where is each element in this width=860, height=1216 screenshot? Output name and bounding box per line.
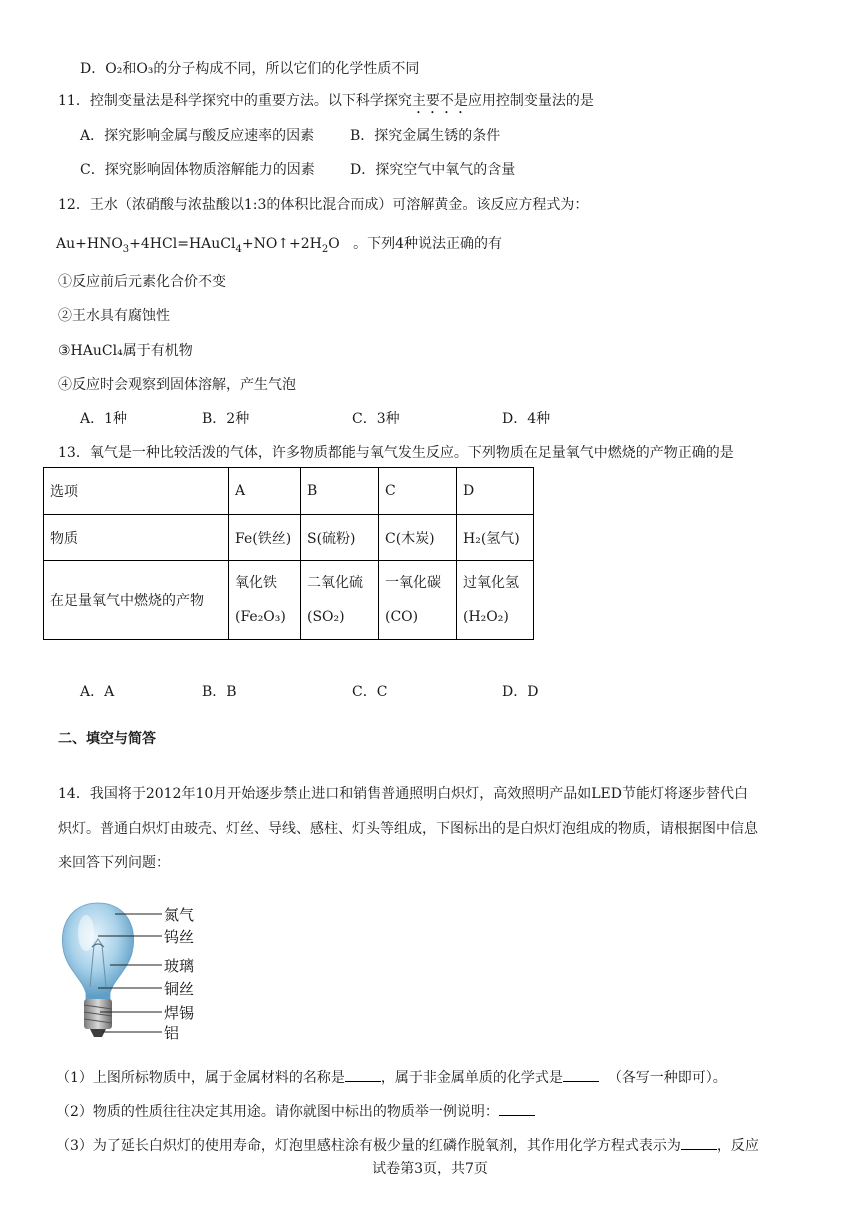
q13-option-a: A．A (80, 684, 115, 700)
q12-option-d: D．4种 (502, 411, 551, 427)
q12-statement-2: ②王水具有腐蚀性 (58, 308, 170, 324)
q11-stem: 11．控制变量法是科学探究中的重要方法。以下科学探究主要不是应用控制变量法的是 (58, 93, 594, 109)
page-footer: 试卷第3页，共7页 (372, 1161, 488, 1177)
table-cell: S(硫粉) (301, 515, 379, 561)
chem-equation: $Au+HNO_3+4HCl=HAuCl_4+NO↑+2H_2O$ (56, 236, 340, 255)
q13-stem: 13．氧气是一种比较活泼的气体，许多物质都能与氧气发生反应。下列物质在足量氧气中燃烧的产物正确的是 (58, 445, 734, 461)
label-aluminum: 铝 (164, 1024, 180, 1042)
table-row (44, 515, 534, 561)
table-cell: Fe(铁丝) (229, 515, 301, 561)
product-name: 二氧化硫 (307, 575, 363, 591)
q14-sub-2: （2）物质的性质往往决定其用途。请你就图中标出的物质举一例说明： (56, 1101, 535, 1122)
table-cell (229, 561, 301, 640)
table-cell: 在足量氧气中燃烧的产物 (44, 561, 229, 640)
q12-statement-4: ④反应时会观察到固体溶解，产生气泡 (58, 377, 296, 393)
table-row (44, 468, 534, 515)
bulb-glass-shape (62, 903, 133, 1001)
table-row (44, 561, 534, 640)
answer-blank[interactable] (563, 1067, 599, 1082)
table-cell: C (379, 468, 457, 515)
table-cell: 选项 (44, 468, 229, 515)
q11-option-d: D．探究空气中氧气的含量 (350, 162, 516, 178)
q12-equation: $Au+HNO_3+4HCl=HAuCl_4+NO↑+2H_2O$ 。下列4种说法正确的有 (56, 236, 503, 255)
q14-paragraph-2: 炽灯。普通白炽灯由玻壳、灯丝、导线、感柱、灯头等组成，下图标出的是白炽灯泡组成的物质，请根据图中信息 (58, 821, 758, 837)
q14-paragraph-3: 来回答下列问题： (58, 855, 170, 871)
q13-option-c: C．C (352, 684, 388, 700)
q13-table (43, 467, 534, 640)
section-title: 二、填空与简答 (58, 731, 156, 747)
q13-option-d: D．D (502, 684, 539, 700)
product-formula: (SO₂) (307, 609, 345, 625)
table-cell (379, 561, 457, 640)
q12-option-b: B．2种 (202, 411, 250, 427)
light-bulb-figure (58, 895, 218, 1055)
q12-stem: 12．王水（浓硝酸与浓盐酸以1:3的体积比混合而成）可溶解黄金。该反应方程式为： (58, 197, 589, 213)
label-copper: 铜丝 (164, 980, 195, 998)
q14-sub-1: （1）上图所标物质中，属于金属材料的名称是 ，属于非金属单质的化学式是 （各写一种即可）。 (56, 1067, 727, 1088)
product-formula: (H₂O₂) (463, 609, 509, 625)
answer-blank[interactable] (345, 1067, 381, 1082)
table-cell: 物质 (44, 515, 229, 561)
q10-option-d: D．O₂和O₃的分子构成不同，所以它们的化学性质不同 (80, 61, 420, 77)
label-glass: 玻璃 (164, 957, 195, 975)
answer-blank[interactable] (499, 1101, 535, 1116)
q11-emphasis: 主要不是 (411, 93, 468, 109)
q11-option-a: A．探究影响金属与酸反应速率的因素 (80, 128, 315, 144)
table-cell: B (301, 468, 379, 515)
q12-statement-1: ①反应前后元素化合价不变 (58, 274, 226, 290)
q11-option-c: C．探究影响固体物质溶解能力的因素 (80, 162, 315, 178)
q13-option-b: B．B (202, 684, 237, 700)
q14-sub-3: （3）为了延长白炽灯的使用寿命，灯泡里感柱涂有极少量的红磷作脱氧剂，其作用化学方程式表示为 ，反应 (56, 1135, 759, 1156)
q12-statement-3: ③HAuCl₄属于有机物 (58, 343, 193, 359)
product-name: 氧化铁 (235, 575, 277, 591)
product-formula: (Fe₂O₃) (235, 609, 286, 625)
label-tungsten: 钨丝 (164, 928, 195, 946)
product-formula: (CO) (385, 609, 419, 625)
table-cell: H₂(氢气) (457, 515, 534, 561)
table-cell: D (457, 468, 534, 515)
q12-option-c: C．3种 (352, 411, 400, 427)
table-cell (457, 561, 534, 640)
table-cell: A (229, 468, 301, 515)
product-name: 一氧化碳 (385, 575, 441, 591)
label-nitrogen: 氮气 (164, 906, 195, 924)
answer-blank[interactable] (681, 1135, 717, 1150)
q12-option-a: A．1种 (80, 411, 128, 427)
q14-paragraph-1: 14．我国将于2012年10月开始逐步禁止进口和销售普通照明白炽灯，高效照明产品如LED节能灯将逐步替代白 (58, 786, 748, 802)
label-solder: 焊锡 (164, 1004, 195, 1022)
table-cell: C(木炭) (379, 515, 457, 561)
product-name: 过氧化氢 (463, 575, 519, 591)
q11-option-b: B．探究金属生锈的条件 (350, 128, 501, 144)
table-cell (301, 561, 379, 640)
